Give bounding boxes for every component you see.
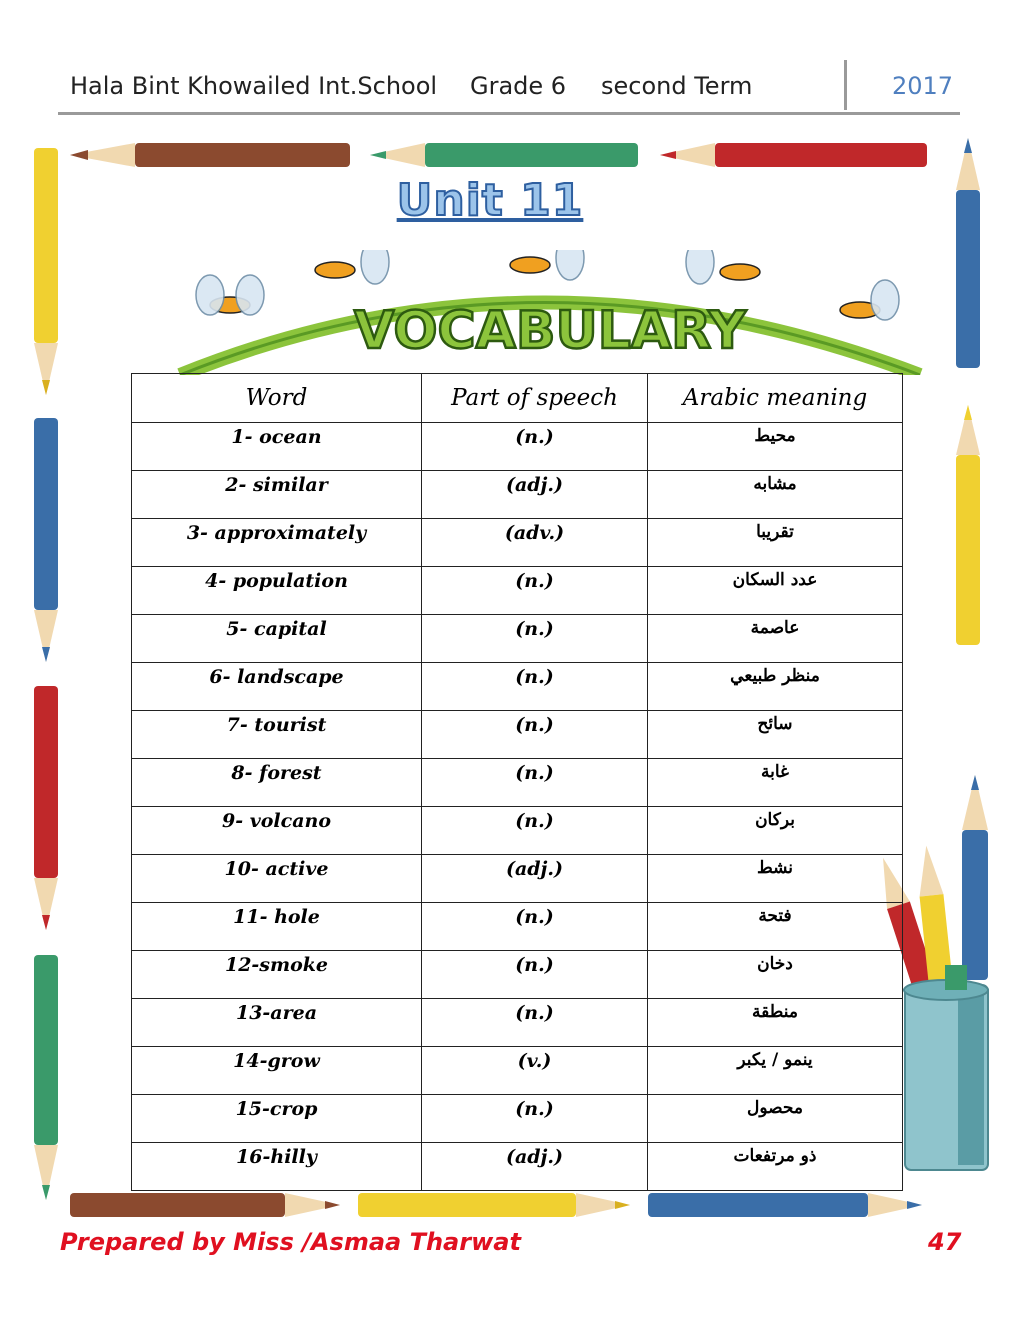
word-cell: 14-grow [132, 1047, 422, 1095]
table-row [132, 855, 903, 903]
table-row [132, 1047, 903, 1095]
column-header-arabic-meaning: Arabic meaning [648, 374, 903, 423]
word-cell: 13-area [132, 999, 422, 1047]
arabic-cell: عاصمة [648, 615, 903, 663]
school-name: Hala Bint Khowailed Int.School [70, 72, 438, 100]
pos-cell: (n.) [422, 663, 648, 711]
column-header-word: Word [132, 374, 422, 423]
pos-cell: (n.) [422, 951, 648, 999]
pos-cell: (n.) [422, 423, 648, 471]
table-row [132, 711, 903, 759]
word-cell: 2- similar [132, 471, 422, 519]
pos-cell: (n.) [422, 999, 648, 1047]
table-header-row [132, 374, 903, 423]
pos-cell: (adj.) [422, 1143, 648, 1191]
word-cell: 1- ocean [132, 423, 422, 471]
pencil-bottom-1 [70, 1193, 340, 1217]
arabic-cell: غابة [648, 759, 903, 807]
table-row [132, 903, 903, 951]
pencil-bottom-2 [358, 1193, 630, 1217]
table-row [132, 999, 903, 1047]
year-label: 2017 [892, 72, 954, 100]
table-row [132, 471, 903, 519]
word-cell: 9- volcano [132, 807, 422, 855]
word-cell: 10- active [132, 855, 422, 903]
arabic-cell: بركان [648, 807, 903, 855]
vocabulary-banner-text: VOCABULARY [353, 301, 747, 361]
table-row [132, 759, 903, 807]
word-cell: 7- tourist [132, 711, 422, 759]
pencil-right-3 [962, 775, 988, 980]
table-row [132, 567, 903, 615]
table-row [132, 663, 903, 711]
pos-cell: (adv.) [422, 519, 648, 567]
pencil-right-2 [956, 405, 980, 645]
prepared-by-credit: Prepared by Miss /Asmaa Tharwat [60, 1228, 521, 1256]
word-cell: 3- approximately [132, 519, 422, 567]
arabic-cell: سائح [648, 711, 903, 759]
pos-cell: (n.) [422, 759, 648, 807]
pos-cell: (adj.) [422, 855, 648, 903]
arabic-cell: نشط [648, 855, 903, 903]
page-number: 47 [928, 1228, 962, 1256]
arabic-cell: منظر طبيعي [648, 663, 903, 711]
word-cell: 8- forest [132, 759, 422, 807]
column-header-part-of-speech: Part of speech [422, 374, 648, 423]
table-row [132, 423, 903, 471]
table-row [132, 951, 903, 999]
pos-cell: (n.) [422, 903, 648, 951]
word-cell: 5- capital [132, 615, 422, 663]
unit-title: Unit 11 [396, 175, 584, 226]
word-cell: 15-crop [132, 1095, 422, 1143]
arabic-cell: محصول [648, 1095, 903, 1143]
grade-label: Grade 6 [470, 72, 567, 100]
vocabulary-banner [140, 250, 960, 375]
pos-cell: (n.) [422, 1095, 648, 1143]
pos-cell: (n.) [422, 711, 648, 759]
pencil-left-3 [34, 686, 58, 930]
arabic-cell: فتحة [648, 903, 903, 951]
pencil-left-2 [34, 418, 58, 662]
arabic-cell: تقريبا [648, 519, 903, 567]
arabic-cell: دخان [648, 951, 903, 999]
term-label: second Term [601, 72, 753, 100]
word-cell: 11- hole [132, 903, 422, 951]
arabic-cell: محيط [648, 423, 903, 471]
pencil-top-3 [660, 143, 927, 167]
table-row [132, 519, 903, 567]
arabic-cell: ذو مرتفعات [648, 1143, 903, 1191]
table-row [132, 807, 903, 855]
pos-cell: (n.) [422, 807, 648, 855]
pos-cell: (v.) [422, 1047, 648, 1095]
pos-cell: (adj.) [422, 471, 648, 519]
table-row [132, 1095, 903, 1143]
word-cell: 6- landscape [132, 663, 422, 711]
word-cell: 12-smoke [132, 951, 422, 999]
pencil-bottom-3 [648, 1193, 922, 1217]
table-row [132, 1143, 903, 1191]
pos-cell: (n.) [422, 615, 648, 663]
arabic-cell: ينمو / يكبر [648, 1047, 903, 1095]
pencil-top-2 [370, 143, 638, 167]
pos-cell: (n.) [422, 567, 648, 615]
arabic-cell: عدد السكان [648, 567, 903, 615]
pencil-top-1 [70, 143, 350, 167]
table-row [132, 615, 903, 663]
pencil-left-4 [34, 955, 58, 1200]
arabic-cell: مشابه [648, 471, 903, 519]
pencil-left-1 [34, 148, 58, 395]
vocabulary-table [131, 373, 903, 1191]
word-cell: 16-hilly [132, 1143, 422, 1191]
arabic-cell: منطقة [648, 999, 903, 1047]
word-cell: 4- population [132, 567, 422, 615]
